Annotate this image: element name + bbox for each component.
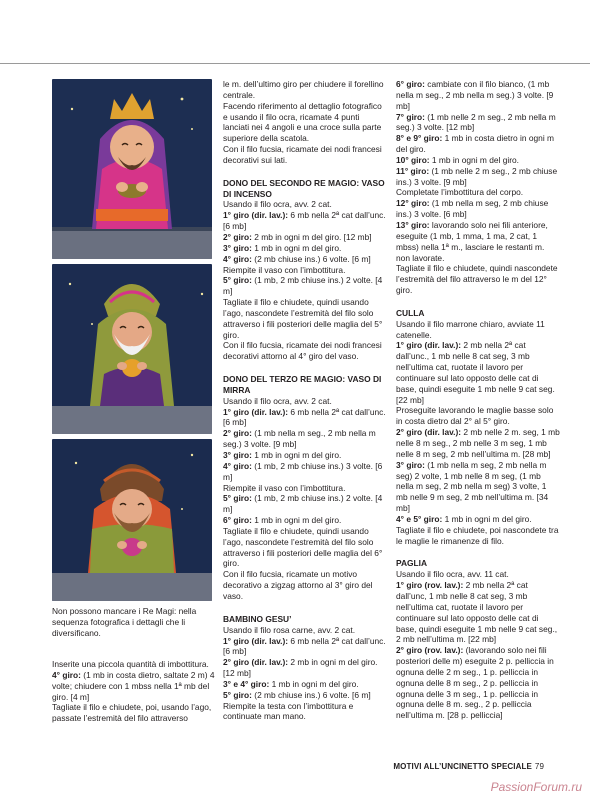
instruction-line: Riempite il vaso con l’imbottitura.: [223, 482, 346, 493]
paragraph: Con il filo fucsia, ricamate dei nodi francesi decorativi sui lati.: [223, 144, 382, 165]
instruction-line: 8° e 9° giro: 1 mb in costa dietro in ogni m del giro.: [396, 133, 554, 155]
instruction-line: Tagliate il filo e chiudete, quindi nascondete l’estremità del filo attraverso le m del 12° giro.: [396, 263, 558, 296]
instruction-line: Tagliate il filo e chiudete, poi, usando l’ago, passate l’estremità del filo attraverso: [52, 702, 212, 724]
instruction-line: 7° giro: (1 mb nelle 2 m seg., 2 mb nella m seg.) 3 volte. [12 mb]: [396, 111, 556, 133]
instruction-line: 3° giro: 1 mb in ogni m del giro.: [223, 450, 342, 460]
instruction-line: 6° giro: 1 mb in ogni m del giro.: [223, 515, 342, 526]
instruction-line: Usando il filo ocra, avv. 11 cat.: [396, 569, 509, 580]
section-heading-incenso: DONO DEL SECONDO RE MAGIO: VASO DI INCENSO: [223, 177, 385, 199]
photo-king-three: [52, 439, 212, 601]
page-number: 79: [534, 762, 544, 771]
instruction-line: 4° giro: (2 mb chiuse ins.) 6 volte. [6 m]: [223, 253, 371, 264]
section-heading-paglia: PAGLIA: [396, 558, 428, 569]
instruction-line: 5° giro: (1 mb, 2 mb chiuse ins.) 2 volte. [4 m]: [223, 493, 383, 515]
instruction-line: 4° giro: (1 mb in costa dietro, saltate 2 m) 4 volte; chiudere con 1 mbss nella 1ª mb del giro. [4 m]: [52, 669, 215, 702]
paragraph: le m. dell’ultimo giro per chiudere il forellino centrale.: [223, 79, 384, 100]
instruction-line: Riempite il vaso con l’imbottitura.: [223, 264, 346, 275]
paragraph: Facendo riferimento al dettaglio fotografico e usando il filo ocra, ricamate 4 punti lanciati nei 4 angoli e una croce sulla parte superiore della scatola.: [223, 100, 382, 144]
magazine-title: MOTIVI ALL’UNCINETTO SPECIALE: [393, 762, 532, 771]
column-middle: [223, 79, 386, 722]
instruction-line: Usando il filo ocra, avv. 2 cat.: [223, 199, 332, 210]
column-right: [396, 79, 560, 721]
instruction-line: 2° giro: 2 mb in ogni m del giro. [12 mb]: [223, 231, 372, 242]
instruction-line: 10° giro: 1 mb in ogni m del giro.: [396, 154, 519, 165]
column-left: [52, 659, 220, 724]
instruction-line: Tagliate il filo e chiudete, quindi usando l’ago, nascondete l’estremità del filo solo attraverso i fili posteriori delle maglia del 5° giro.: [223, 297, 383, 340]
instruction-line: Usando il filo rosa carne, avv. 2 cat.: [223, 624, 356, 635]
instruction-line: 13° giro: lavorando solo nei fili anteriore, eseguite (1 mb, 1 mma, 1 ma, 2 cat, 1 mbss) nella 1ª m., lasciare le restanti m. non lavorate.: [396, 219, 548, 263]
instruction-line: Proseguite lavorando le maglie basse solo in costa dietro dal 2° al 5° giro.: [396, 405, 554, 427]
page-footer: [393, 762, 544, 771]
instruction-line: 2° giro (rov. lav.): (lavorando solo nei fili posteriori delle m) eseguite 2 p. pelliccia in ognuna delle 2 m seg., 1 p. pelliccia in ognuna delle 8 m seg., 2 p. pelliccia in ognuna delle 3 m seg., 1 p. pelliccia in ognuna delle 8 m. seg., 2 p. pelliccia nell’ultima m. [28 p. pelliccia]: [396, 645, 554, 721]
instruction-line: 2° giro (dir. lav.): 2 mb in ogni m del giro. [12 mb]: [223, 657, 378, 679]
watermark: PassionForum.ru: [490, 780, 582, 794]
instruction-line: Con il filo fucsia, ricamate un motivo decorativo a zigzag attorno al 3° giro del vaso.: [223, 569, 373, 601]
instruction-line: Tagliate il filo e chiudete, poi nascondete tra le maglie le rimanenze di filo.: [396, 524, 559, 546]
instruction-line: 1° giro (rov. lav.): 2 mb nella 2ª cat dall’unc, 1 mb nelle 8 cat seg, 3 mb nell’ultima cat, ruotate il lavoro per continuare sul lato opposto delle cat di base, quindi eseguite 1 mb nelle 9 cat seg., 2 mb nell’ultima m. [22 mb]: [396, 580, 558, 645]
instruction-line: 12° giro: (1 mb nella m seg, 2 mb chiuse ins.) 3 volte. [6 mb]: [396, 198, 549, 220]
instruction-line: 1° giro (dir. lav.): 6 mb nella 2ª cat dall’unc. [6 mb]: [223, 210, 386, 232]
instruction-line: Con il filo fucsia, ricamate dei nodi francesi decorativi attorno al 4° giro del vaso.: [223, 340, 382, 362]
section-heading-culla: CULLA: [396, 307, 425, 318]
instruction-line: 4° giro: (1 mb, 2 mb chiuse ins.) 3 volte. [6 m]: [223, 460, 383, 482]
photo-king-two: [52, 264, 212, 434]
instruction-line: 2° giro: (1 mb nella m seg., 2 mb nella m seg.) 3 volte. [9 mb]: [223, 428, 376, 450]
instruction-line: Riempite la testa con l’imbottitura e continuate man mano.: [223, 700, 354, 722]
instruction-line: 6° giro: cambiate con il filo bianco, (1 mb nella m seg., 2 mb nella m seg.) 3 volte. [9 mb]: [396, 79, 554, 111]
instruction-line: 3° giro: 1 mb in ogni m del giro.: [223, 242, 342, 253]
instruction-line: 3° e 4° giro: 1 mb in ogni m del giro.: [223, 678, 359, 689]
section-heading-bambino: BAMBINO GESU’: [223, 613, 292, 624]
instruction-line: 1° giro (dir. lav.): 6 mb nella 2ª cat dall’unc. [6 mb]: [223, 406, 386, 428]
instruction-line: 5° giro: (1 mb, 2 mb chiuse ins.) 2 volte. [4 m]: [223, 275, 383, 297]
instruction-line: 1° giro (dir. lav.): 6 mb nella 2ª cat dall’unc. [6 mb]: [223, 635, 386, 657]
instruction-line: Inserite una piccola quantità di imbottitura.: [52, 659, 209, 669]
instruction-line: Usando il filo marrone chiaro, avviate 11 catenelle.: [396, 318, 545, 340]
instruction-line: 5° giro: (2 mb chiuse ins.) 6 volte. [6 m]: [223, 689, 371, 700]
instruction-line: Tagliate il filo e chiudete, quindi usando l’ago, nascondete l’estremità del filo solo attraverso i fili posteriori delle maglia del 6° giro.: [223, 525, 383, 569]
section-heading-mirra: DONO DEL TERZO RE MAGIO: VASO DI MIRRA: [223, 374, 382, 395]
photo-king-one: [52, 79, 212, 259]
instruction-line: 2° giro (dir. lav.): 2 mb nelle 2 m. seg, 1 mb nelle 8 m seg., 2 mb nelle 3 m seg, 1 mb nelle 8 m seg, 2 mb nell’ultima m. [28 mb]: [396, 427, 560, 459]
instruction-line: 1° giro (dir. lav.): 2 mb nella 2ª cat dall’unc., 1 mb nelle 8 cat seg, 3 mb nell’ultima cat, ruotate il lavoro per continuare sul lato opposto delle cat di base, quindi eseguite 1 mb nelle 9 cat seg. [22 mb]: [396, 340, 555, 405]
instruction-line: 4° e 5° giro: 1 mb in ogni m del giro.: [396, 513, 532, 524]
instruction-line: 3° giro: (1 mb nella m seg, 2 mb nella m seg) 2 volte, 1 mb nelle 8 m seg, (1 mb nella m seg, 2 mb nella m seg) 3 volte, 1 mb nelle 9 m seg, 2 mb nell’ultima m. [34 mb]: [396, 459, 549, 514]
instruction-line: Usando il filo ocra, avv. 2 cat.: [223, 395, 332, 406]
instruction-line: 11° giro: (1 mb nelle 2 m seg., 2 mb chiuse ins.) 3 volte. [9 mb]: [396, 165, 558, 187]
photo-caption: Non possono mancare i Re Magi: nella sequenza fotografica i dettagli che li diversificano.: [52, 606, 197, 638]
instruction-line: Completate l’imbottitura del corpo.: [396, 187, 524, 198]
header-rule: [0, 63, 590, 64]
